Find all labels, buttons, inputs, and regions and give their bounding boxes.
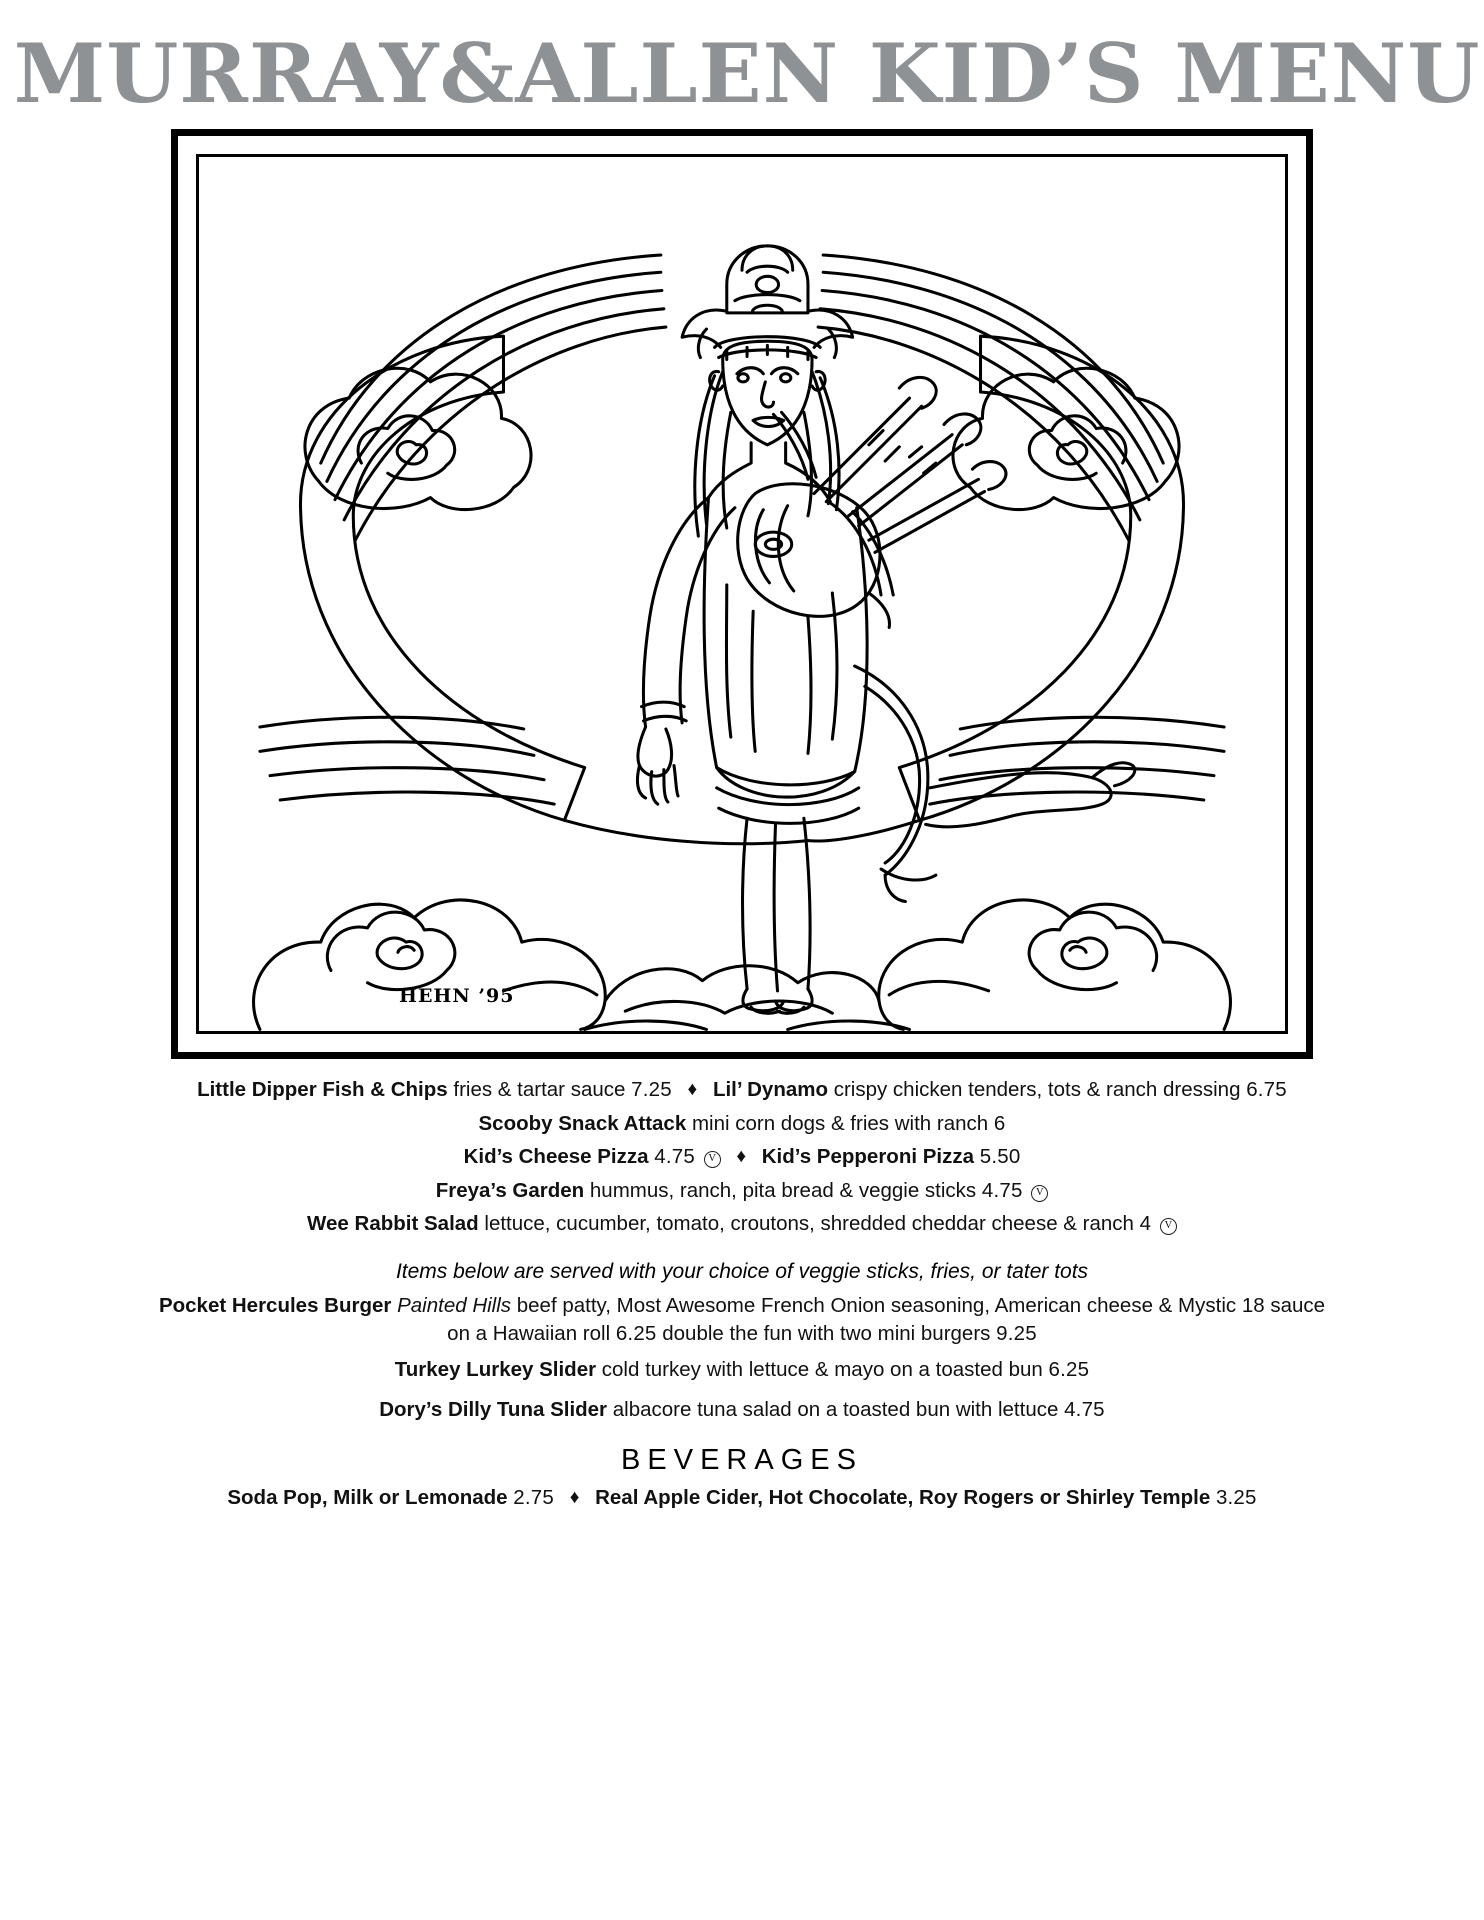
item-name: Kid’s Pepperoni Pizza: [761, 1144, 975, 1168]
item-extra-price: 9.25: [996, 1321, 1037, 1345]
separator-diamond: ♦: [687, 1079, 698, 1100]
page-title: MURRAY&ALLEN KID’S MENU: [13, 27, 1481, 122]
beverages-heading: BEVERAGES: [621, 1443, 863, 1476]
beverage-name: Real Apple Cider, Hot Chocolate, Roy Rogers or Shirley Temple: [595, 1485, 1211, 1509]
item-desc: lettuce, cucumber, tomato, croutons, shredded cheddar cheese & ranch: [484, 1211, 1134, 1235]
item-desc: albacore tuna salad on a toasted bun with lettuce: [612, 1397, 1059, 1421]
item-name: Little Dipper Fish & Chips: [197, 1078, 448, 1101]
menu-row: [32, 1140, 1452, 1174]
item-name: Scooby Snack Attack: [478, 1111, 687, 1135]
item-price: 6.75: [1246, 1078, 1287, 1101]
item-name: Kid’s Cheese Pizza: [463, 1144, 649, 1168]
separator-diamond: ♦: [736, 1145, 747, 1167]
vegetarian-icon: V: [1160, 1218, 1177, 1235]
item-desc: crispy chicken tenders, tots & ranch dressing: [833, 1078, 1241, 1101]
bagpiper-goddess-illustration: [199, 157, 1285, 1031]
item-name: Freya’s Garden: [435, 1178, 585, 1202]
item-desc: mini corn dogs & fries with ranch: [691, 1111, 989, 1135]
illustration-inner-frame: [196, 154, 1288, 1034]
item-price: 6: [993, 1111, 1006, 1135]
illustration-frame: [171, 129, 1313, 1059]
menu-row: [32, 1393, 1452, 1426]
item-desc-cont: on a Hawaiian roll: [447, 1321, 611, 1345]
beverages-row: [32, 1481, 1452, 1515]
menu-row: [32, 1073, 1452, 1107]
item-price: 4: [1139, 1211, 1152, 1235]
item-name: Turkey Lurkey Slider: [394, 1358, 597, 1382]
item-name: Pocket Hercules Burger: [158, 1294, 392, 1318]
beverage-name: Soda Pop, Milk or Lemonade: [227, 1485, 508, 1509]
item-price: 4.75: [981, 1178, 1023, 1202]
menu-items-section: [28, 1073, 1456, 1515]
artist-signature: HEHN ’95: [399, 985, 515, 1007]
item-price: 6.25: [615, 1321, 657, 1345]
item-desc-brand: Painted Hills: [397, 1294, 512, 1318]
menu-row: [32, 1207, 1452, 1240]
item-extra: double the fun with two mini burgers: [662, 1321, 991, 1345]
item-price: 4.75: [1064, 1397, 1105, 1421]
item-name: Wee Rabbit Salad: [307, 1211, 479, 1235]
beverage-price: 3.25: [1215, 1485, 1257, 1509]
item-price: 5.50: [979, 1144, 1021, 1168]
item-desc: hummus, ranch, pita bread & veggie sticks: [589, 1178, 977, 1202]
separator-diamond: ♦: [569, 1486, 580, 1508]
item-desc: fries & tartar sauce: [453, 1078, 626, 1101]
vegetarian-icon: V: [704, 1151, 721, 1168]
item-desc: beef patty, Most Awesome French Onion seasoning, American cheese & Mystic 18 sauce: [516, 1294, 1326, 1318]
vegetarian-icon: V: [1031, 1185, 1048, 1202]
menu-row: [32, 1107, 1452, 1140]
menu-row-burger: [32, 1292, 1452, 1320]
menu-row: [32, 1174, 1452, 1207]
beverage-price: 2.75: [513, 1485, 554, 1509]
item-name: Lil’ Dynamo: [712, 1078, 828, 1101]
item-name: Dory’s Dilly Tuna Slider: [379, 1397, 608, 1421]
menu-row-burger-line2: [32, 1320, 1452, 1348]
menu-row: [32, 1353, 1452, 1386]
item-price: 4.75: [654, 1144, 695, 1168]
side-choice-note: Items below are served with your choice of veggie sticks, fries, or tater tots: [395, 1260, 1089, 1284]
item-desc: cold turkey with lettuce & mayo on a toasted bun: [601, 1358, 1043, 1382]
item-price: 6.25: [1048, 1358, 1090, 1382]
item-price: 7.25: [631, 1078, 672, 1101]
